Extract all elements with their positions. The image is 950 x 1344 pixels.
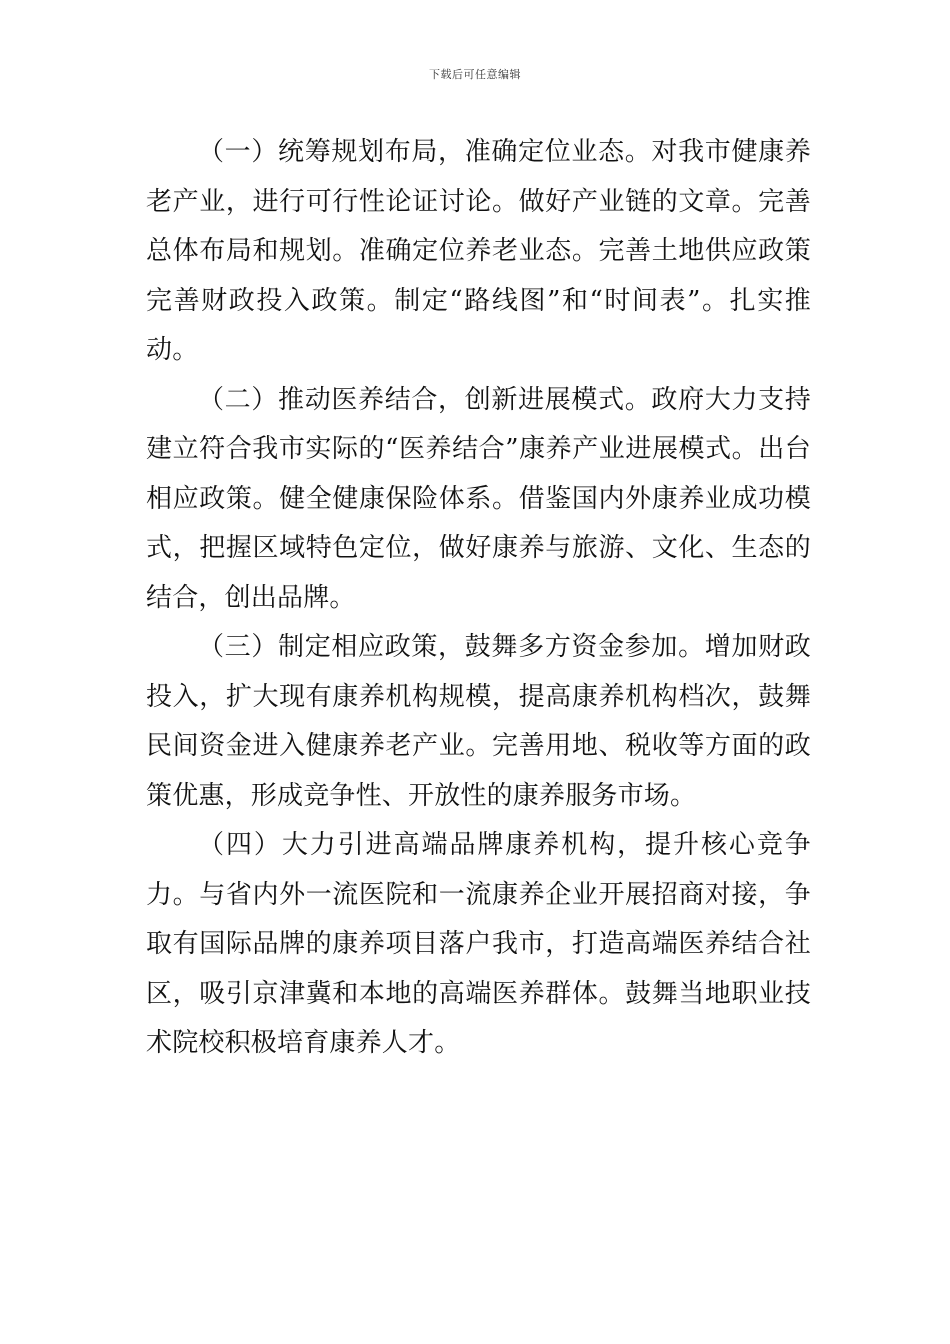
paragraph-4: （四）大力引进高端品牌康养机构，提升核心竞争力。与省内外一流医院和一流康养企业开展招商对接，争取有国际品牌的康养项目落户我市，打造高端医养结合社区，吸引京津冀和本地的高端医养群体。鼓舞当地职业技术院校积极培育康养人才。 — [146, 830, 811, 1058]
paragraph-3: （三）制定相应政策，鼓舞多方资金参加。增加财政投入，扩大现有康养机构规模，提高康养机构档次，鼓舞民间资金进入健康养老产业。完善用地、税收等方面的政策优惠，形成竞争性、开放性的康养服务市场。 — [146, 632, 811, 811]
page-header: 下载后可任意编辑 — [429, 68, 521, 81]
paragraph-1: （一）统筹规划布局，准确定位业态。对我市健康养老产业，进行可行性论证讨论。做好产业链的文章。完善总体布局和规划。准确定位养老业态。完善土地供应政策完善财政投入政策。制定“路线图”和“时间表”。扎实推动。 — [146, 137, 811, 365]
document-body — [146, 128, 811, 1069]
paragraph-2: （二）推动医养结合，创新进展模式。政府大力支持建立符合我市实际的“医养结合”康养产业进展模式。出台相应政策。健全健康保险体系。借鉴国内外康养业成功模式，把握区域特色定位，做好康养与旅游、文化、生态的结合，创出品牌。 — [146, 384, 811, 613]
